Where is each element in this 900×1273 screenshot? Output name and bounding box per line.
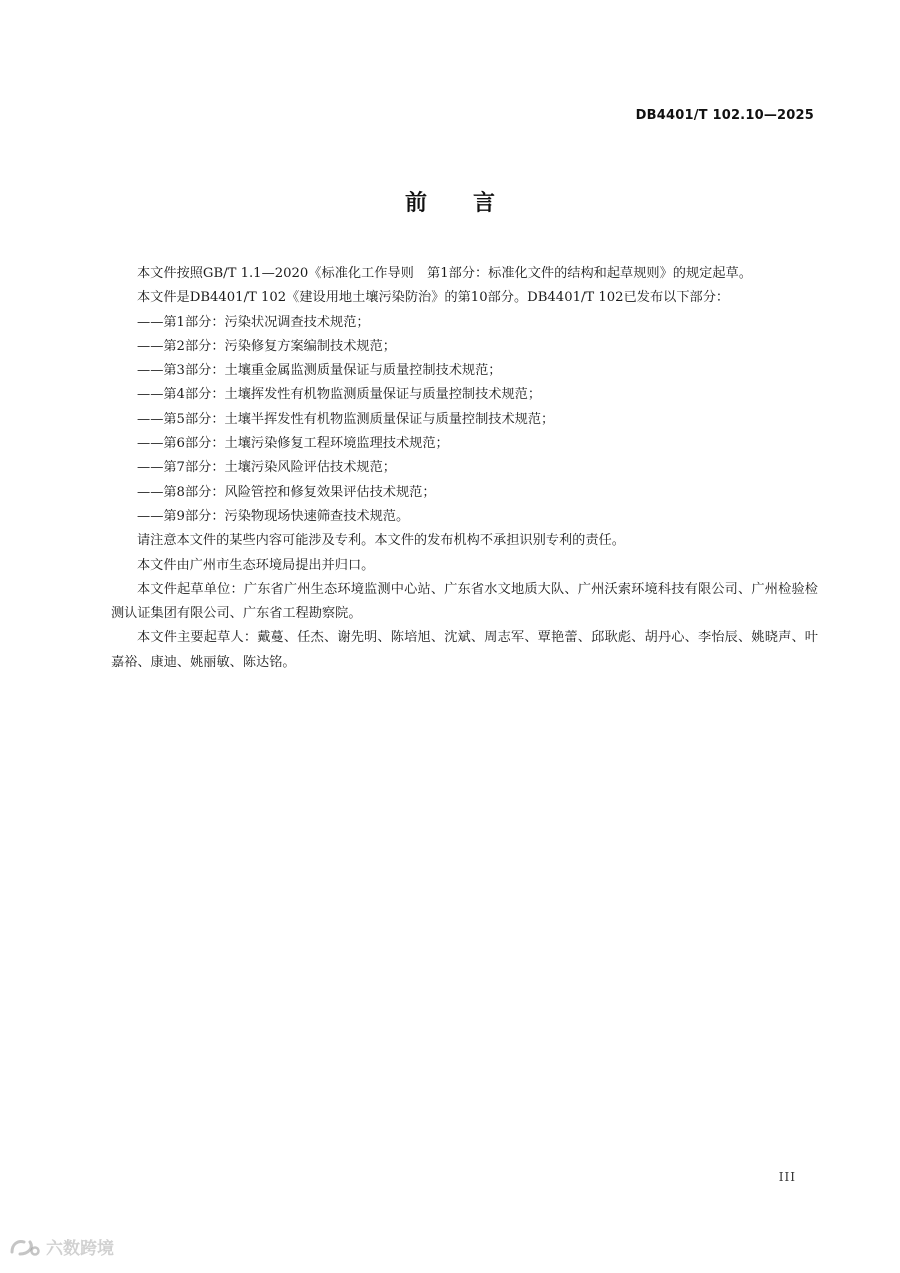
list-item: ——第4部分：土壤挥发性有机物监测质量保证与质量控制技术规范； (137, 387, 542, 403)
list-item: ——第5部分：土壤半挥发性有机物监测质量保证与质量控制技术规范； (137, 411, 555, 427)
list-item: ——第6部分：土壤污染修复工程环境监理技术规范； (137, 436, 449, 452)
paragraph-drafters: 本文件主要起草人：戴蔓、任杰、谢先明、陈培旭、沈斌、周志军、覃艳蕾、邱耿彪、胡丹心、李怡辰、姚晓声、叶嘉裕、康迪、姚丽敏、陈达铭。 (111, 630, 818, 670)
paragraph-patent: 请注意本文件的某些内容可能涉及专利。本文件的发布机构不承担识别专利的责任。 (137, 533, 625, 549)
paragraph-series: 本文件是DB4401/T 102《建设用地土壤污染防治》的第10部分。DB4401/T 102已发布以下部分： (137, 290, 730, 306)
list-item: ——第8部分：风险管控和修复效果评估技术规范； (137, 484, 436, 500)
watermark-logo-icon (8, 1236, 42, 1258)
list-item: ——第2部分：污染修复方案编制技术规范； (137, 338, 396, 354)
watermark-text: 六数跨境 (46, 1239, 114, 1259)
paragraph-basis: 本文件按照GB/T 1.1—2020《标准化工作导则 第1部分：标准化文件的结构和起草规则》的规定起草。 (137, 266, 752, 281)
body-text (111, 262, 818, 675)
list-item: ——第7部分：土壤污染风险评估技术规范； (137, 460, 396, 476)
page-title: 前言 (404, 191, 541, 216)
list-item: ——第9部分：污染物现场快速筛查技术规范。 (137, 508, 410, 524)
paragraph-drafting-units: 本文件起草单位：广东省广州生态环境监测中心站、广东省水文地质大队、广州沃索环境科技有限公司、广州检验检测认证集团有限公司、广东省工程勘察院。 (111, 581, 818, 622)
page-number: III (778, 1170, 796, 1184)
watermark (8, 1234, 114, 1259)
list-item: ——第3部分：土壤重金属监测质量保证与质量控制技术规范； (137, 363, 502, 379)
paragraph-proposer: 本文件由广州市生态环境局提出并归口。 (137, 557, 375, 573)
list-item: ——第1部分：污染状况调查技术规范； (137, 314, 370, 330)
doc-id: DB4401/T 102.10—2025 (635, 108, 814, 123)
